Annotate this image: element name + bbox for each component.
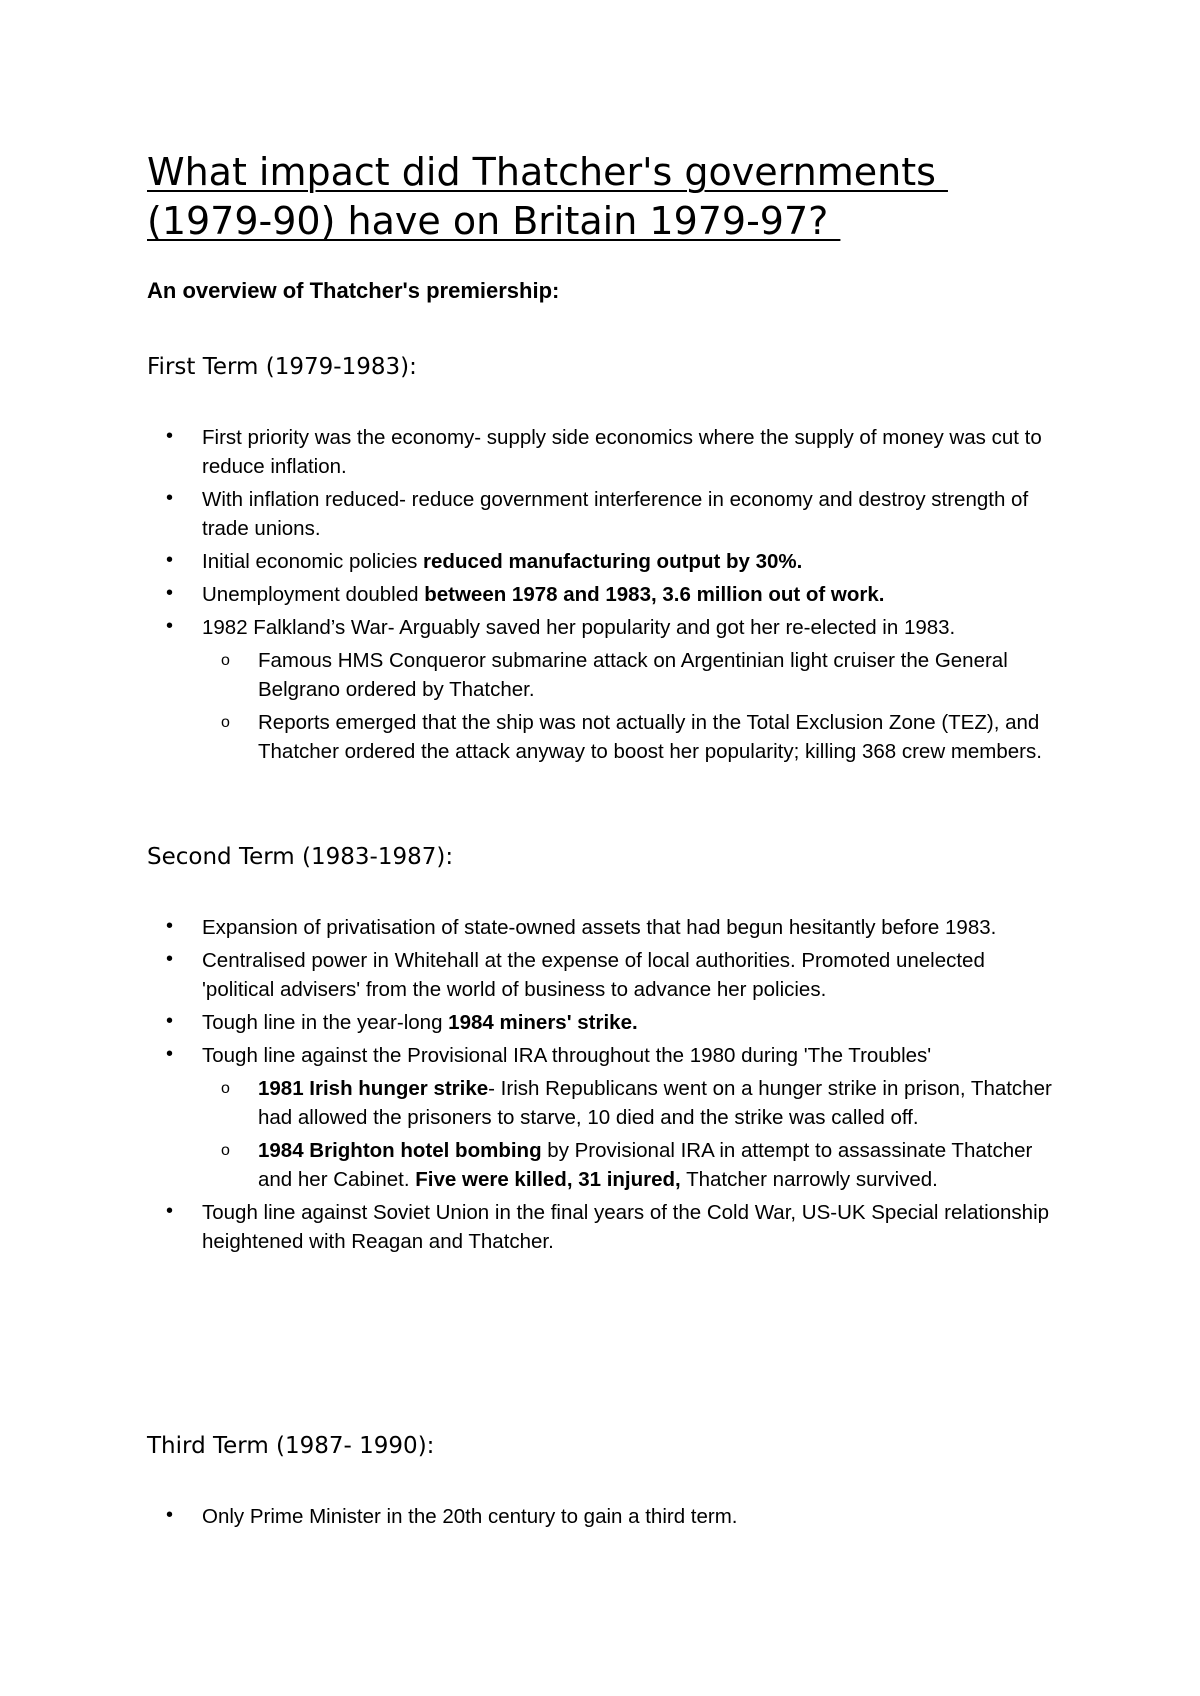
list-item-text: 1982 Falkland’s War- Arguably saved her popularity and got her re-elected in 1983.	[202, 616, 956, 639]
bullet-icon: •	[166, 549, 174, 571]
third-term-list	[0, 1502, 1100, 1535]
list-item-emphasis: reduced manufacturing output by 30%.	[423, 550, 803, 573]
sub-list-item-emphasis: 1984 Brighton hotel bombing	[258, 1139, 542, 1162]
sub-bullet-icon: o	[221, 1142, 230, 1159]
sub-list-item-text: - Irish Republicans went on a hunger strike in prison, Thatcher had allowed the prisoners to starve, 10 died and the strike was called off.	[258, 1077, 1052, 1129]
list-item-text: Only Prime Minister in the 20th century to gain a third term.	[202, 1505, 738, 1528]
list-item	[0, 1008, 1100, 1037]
bullet-icon: •	[166, 1200, 174, 1222]
list-item-text: Centralised power in Whitehall at the expense of local authorities. Promoted unelected 'political advisers' from the world of business to advance her policies.	[202, 949, 985, 1001]
sub-list-item	[0, 1074, 1100, 1132]
bullet-icon: •	[166, 948, 174, 970]
sub-bullet-icon: o	[221, 652, 230, 669]
list-item	[0, 485, 1100, 543]
bullet-icon: •	[166, 1043, 174, 1065]
title-line-2: (1979-90) have on Britain 1979-97?	[147, 199, 841, 243]
sub-list-item	[0, 1136, 1100, 1194]
bullet-icon: •	[166, 582, 174, 604]
list-item-text: Tough line in the year-long	[202, 1011, 449, 1034]
bullet-icon: •	[166, 915, 174, 937]
third-term-heading: Third Term (1987- 1990):	[147, 1433, 435, 1459]
list-item-text: Expansion of privatisation of state-owned assets that had begun hesitantly before 1983.	[202, 916, 997, 939]
sub-list-item-text: Thatcher narrowly survived.	[680, 1168, 938, 1191]
list-item	[0, 1198, 1100, 1256]
sub-list-item	[0, 646, 1100, 704]
list-item	[0, 580, 1100, 609]
second-term-heading: Second Term (1983-1987):	[147, 844, 454, 870]
list-item-text: Tough line against Soviet Union in the final years of the Cold War, US-UK Special relationship heightened with Reagan and Thatcher.	[202, 1201, 1050, 1253]
list-item-text: Initial economic policies	[202, 550, 424, 573]
sub-list-item-text: Famous HMS Conqueror submarine attack on Argentinian light cruiser the General Belgrano ordered by Thatcher.	[258, 649, 1008, 701]
first-term-list	[0, 423, 1100, 770]
bullet-icon: •	[166, 1010, 174, 1032]
bullet-icon: •	[166, 425, 174, 447]
bullet-icon: •	[166, 615, 174, 637]
bullet-icon: •	[166, 1504, 174, 1526]
list-item-text: Unemployment doubled	[202, 583, 425, 606]
list-item-text: First priority was the economy- supply side economics where the supply of money was cut to reduce inflation.	[202, 426, 1042, 478]
sub-list-item	[0, 708, 1100, 766]
list-item-text: With inflation reduced- reduce government interference in economy and destroy strength of trade unions.	[202, 488, 1029, 540]
list-item	[0, 613, 1100, 642]
sub-list-item-emphasis: 1981 Irish hunger strike	[258, 1077, 489, 1100]
overview-heading: An overview of Thatcher's premiership:	[147, 278, 560, 303]
sub-bullet-icon: o	[221, 1080, 230, 1097]
bullet-icon: •	[166, 487, 174, 509]
list-item-text: Tough line against the Provisional IRA throughout the 1980 during 'The Troubles'	[202, 1044, 932, 1067]
list-item	[0, 1041, 1100, 1070]
list-item	[0, 946, 1100, 1004]
second-term-list	[0, 913, 1100, 1260]
list-item	[0, 547, 1100, 576]
list-item-emphasis: 1984 miners' strike.	[448, 1011, 638, 1034]
list-item-emphasis: between 1978 and 1983, 3.6 million out of work.	[424, 583, 885, 606]
sub-list-item-emphasis: Five were killed, 31 injured,	[415, 1168, 681, 1191]
first-term-heading: First Term (1979-1983):	[147, 354, 417, 380]
list-item	[0, 1502, 1100, 1531]
sub-list-item-text: Reports emerged that the ship was not actually in the Total Exclusion Zone (TEZ), and Thatcher ordered the attack anyway to boost her popularity; killing 368 crew members.	[258, 711, 1042, 763]
sub-bullet-icon: o	[221, 714, 230, 731]
list-item	[0, 423, 1100, 481]
title-line-1: What impact did Thatcher's governments	[147, 150, 948, 194]
document-title	[147, 148, 948, 246]
sub-list-item-text: by Provisional IRA in attempt to assassinate Thatcher and her Cabinet.	[258, 1139, 1033, 1191]
list-item	[0, 913, 1100, 942]
